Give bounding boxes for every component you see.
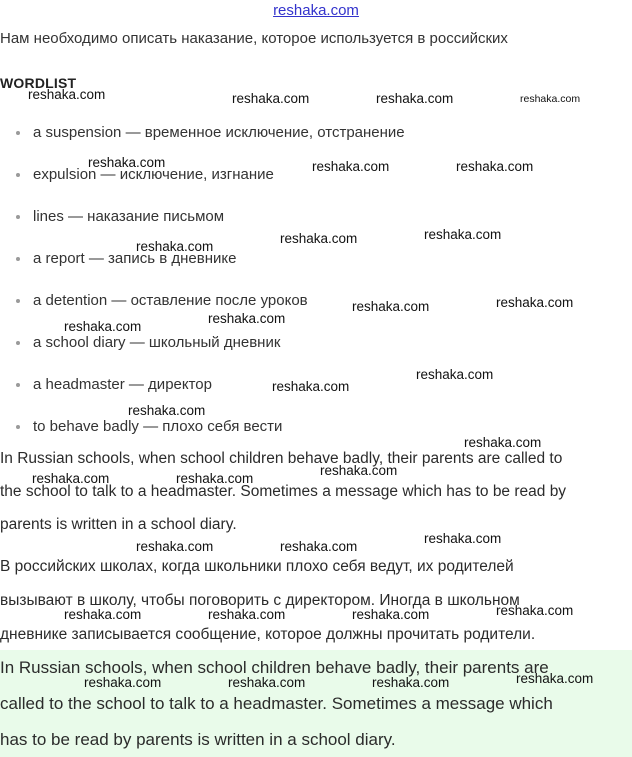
watermark: reshaka.com <box>376 91 454 106</box>
paragraph-line: In Russian schools, when school children behave badly, their parents are called to <box>0 450 563 467</box>
list-item <box>16 208 224 225</box>
answer-line: has to be read by parents is written in a school diary. <box>0 730 396 749</box>
list-item-text: expulsion — исключение, изгнание <box>33 166 274 183</box>
watermark: reshaka.com <box>496 295 574 310</box>
watermark: reshaka.com <box>280 231 358 246</box>
watermark: reshaka.com <box>280 539 358 554</box>
list-item <box>16 124 405 141</box>
answer-highlight-box <box>0 650 632 757</box>
bullet-icon <box>16 173 20 177</box>
answer-line: called to the school to talk to a headmaster. Sometimes a message which <box>0 694 553 713</box>
watermark: reshaka.com <box>32 471 110 486</box>
watermark: reshaka.com <box>520 93 581 105</box>
watermark: reshaka.com <box>228 675 306 690</box>
watermark: reshaka.com <box>320 463 398 478</box>
watermark: reshaka.com <box>136 239 214 254</box>
paragraph-line: В российских школах, когда школьники плохо себя ведут, их родителей <box>0 558 514 575</box>
list-item <box>16 334 280 351</box>
list-item-text: a report — запись в дневнике <box>33 250 237 267</box>
list-item-text: a detention — оставление после уроков <box>33 292 308 309</box>
watermark: reshaka.com <box>372 675 450 690</box>
watermark: reshaka.com <box>64 319 142 334</box>
watermark: reshaka.com <box>352 299 430 314</box>
answer-line: In Russian schools, when school children behave badly, their parents are <box>0 658 549 677</box>
watermark: reshaka.com <box>88 155 166 170</box>
watermark: reshaka.com <box>464 435 542 450</box>
site-header-link[interactable]: reshaka.com <box>273 2 359 19</box>
bullet-icon <box>16 383 20 387</box>
list-item-text: a suspension — временное исключение, отстранение <box>33 124 405 141</box>
bullet-icon <box>16 299 20 303</box>
list-item-text: a school diary — школьный дневник <box>33 334 281 351</box>
paragraph-line: the school to talk to a headmaster. Sometimes a message which has to be read by <box>0 483 567 500</box>
bullet-icon <box>16 215 20 219</box>
watermark: reshaka.com <box>84 675 162 690</box>
watermark: reshaka.com <box>176 471 254 486</box>
watermark: reshaka.com <box>424 227 502 242</box>
watermark: reshaka.com <box>208 607 286 622</box>
watermark: reshaka.com <box>352 607 430 622</box>
bullet-icon <box>16 341 20 345</box>
watermark: reshaka.com <box>232 91 310 106</box>
paragraph-line: дневнике записывается сообщение, которое должны прочитать родители. <box>0 626 536 643</box>
watermark: reshaka.com <box>424 531 502 546</box>
watermark: reshaka.com <box>416 367 494 382</box>
list-item <box>16 376 212 393</box>
paragraph-line: вызывают в школу, чтобы поговорить с директором. Иногда в школьном <box>0 592 520 609</box>
list-item-text: a headmaster — директор <box>33 376 212 393</box>
intro-text: Нам необходимо описать наказание, которое используется в российских <box>0 30 508 47</box>
list-item-text: lines — наказание письмом <box>33 208 225 225</box>
list-item <box>16 292 308 309</box>
bullet-icon <box>16 131 20 135</box>
bullet-icon <box>16 257 20 261</box>
list-item <box>16 418 282 435</box>
watermark: reshaka.com <box>496 603 574 618</box>
watermark: reshaka.com <box>312 159 390 174</box>
paragraph-line: parents is written in a school diary. <box>0 516 237 533</box>
watermark: reshaka.com <box>272 379 350 394</box>
watermark: reshaka.com <box>208 311 286 326</box>
wordlist-heading: WORDLIST <box>0 75 77 91</box>
watermark: reshaka.com <box>136 539 214 554</box>
watermark: reshaka.com <box>64 607 142 622</box>
bullet-icon <box>16 425 20 429</box>
watermark: reshaka.com <box>516 671 594 686</box>
watermark: reshaka.com <box>28 87 106 102</box>
list-item-text: to behave badly — плохо себя вести <box>33 418 283 435</box>
watermark: reshaka.com <box>456 159 534 174</box>
watermark: reshaka.com <box>128 403 206 418</box>
